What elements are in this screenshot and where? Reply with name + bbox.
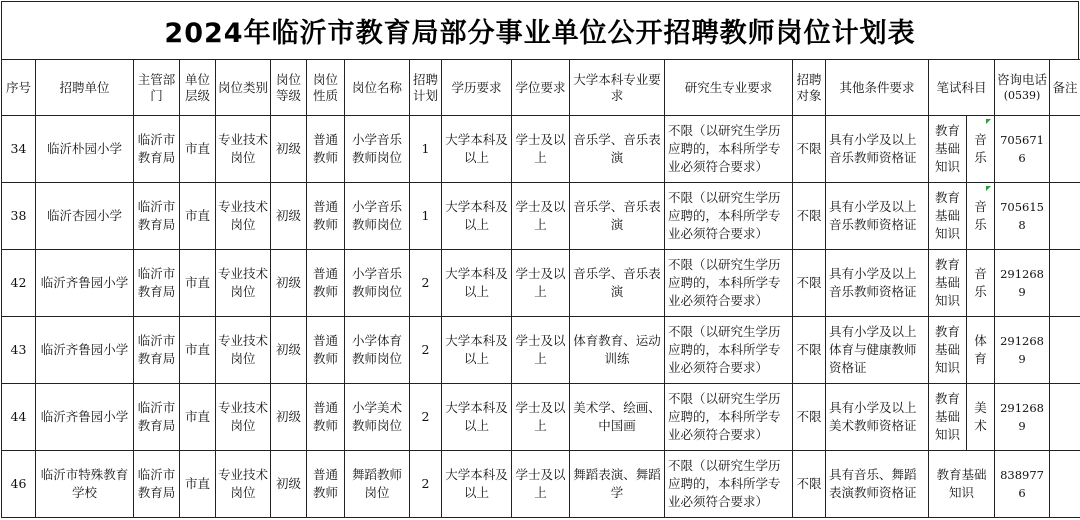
cell-category: 专业技术岗位 <box>216 183 271 250</box>
cell-dept: 临沂市教育局 <box>134 317 180 384</box>
cell-dept: 临沂市教育局 <box>134 384 180 451</box>
cell-dept: 临沂市教育局 <box>134 451 180 518</box>
cell-note <box>1050 250 1080 317</box>
table-row <box>2 317 1080 384</box>
cell-nature: 普通教师 <box>307 317 345 384</box>
cell-exam-base: 教育基础知识 <box>929 317 967 384</box>
cell-no: 34 <box>2 116 36 183</box>
cell-note <box>1050 183 1080 250</box>
cell-edu: 大学本科及以上 <box>442 451 512 518</box>
table-row <box>2 183 1080 250</box>
cell-grade: 初级 <box>271 317 307 384</box>
cell-grad-major: 不限（以研究生学历应聘的，本科所学专业必须符合要求） <box>665 183 793 250</box>
cell-other: 具有小学及以上音乐教师资格证 <box>826 116 929 183</box>
cell-post: 舞蹈教师岗位 <box>345 451 410 518</box>
cell-grade: 初级 <box>271 183 307 250</box>
cell-edu: 大学本科及以上 <box>442 384 512 451</box>
cell-exam-base: 教育基础知识 <box>929 116 967 183</box>
header-degree: 学位要求 <box>512 60 570 116</box>
cell-level: 市直 <box>180 116 216 183</box>
cell-unit: 临沂市特殊教育学校 <box>36 451 134 518</box>
cell-note <box>1050 317 1080 384</box>
table-row <box>2 451 1080 518</box>
cell-exam-base: 教育基础知识 <box>929 451 995 518</box>
cell-category: 专业技术岗位 <box>216 116 271 183</box>
cell-dept: 临沂市教育局 <box>134 183 180 250</box>
cell-no: 42 <box>2 250 36 317</box>
header-tel-label: 咨询电话 <box>997 72 1047 88</box>
cell-major: 美术学、绘画、中国画 <box>570 384 665 451</box>
cell-nature: 普通教师 <box>307 451 345 518</box>
header-unit: 招聘单位 <box>36 60 134 116</box>
header-exam: 笔试科目 <box>929 60 995 116</box>
header-target: 招聘对象 <box>793 60 826 116</box>
header-major: 大学本科专业要求 <box>570 60 665 116</box>
cell-major: 音乐学、音乐表演 <box>570 116 665 183</box>
header-note: 备注 <box>1050 60 1080 116</box>
cell-no: 44 <box>2 384 36 451</box>
cell-level: 市直 <box>180 317 216 384</box>
cell-target: 不限 <box>793 451 826 518</box>
recruitment-plan-sheet <box>1 1 1079 518</box>
cell-other: 具有小学及以上美术教师资格证 <box>826 384 929 451</box>
cell-post: 小学音乐教师岗位 <box>345 183 410 250</box>
cell-category: 专业技术岗位 <box>216 250 271 317</box>
header-grad-major: 研究生专业要求 <box>665 60 793 116</box>
cell-tel: 7056716 <box>995 116 1050 183</box>
cell-category: 专业技术岗位 <box>216 317 271 384</box>
cell-post: 小学音乐教师岗位 <box>345 250 410 317</box>
cell-other: 具有小学及以上音乐教师资格证 <box>826 250 929 317</box>
header-edu: 学历要求 <box>442 60 512 116</box>
cell-degree: 学士及以上 <box>512 384 570 451</box>
cell-exam-subject: 音乐 <box>967 116 995 183</box>
cell-post: 小学体育教师岗位 <box>345 317 410 384</box>
cell-plan: 2 <box>410 451 442 518</box>
cell-degree: 学士及以上 <box>512 183 570 250</box>
cell-comment-marker <box>986 119 991 124</box>
cell-exam-subject: 音乐 <box>967 250 995 317</box>
cell-degree: 学士及以上 <box>512 116 570 183</box>
cell-major: 舞蹈表演、舞蹈学 <box>570 451 665 518</box>
cell-unit: 临沂齐鲁园小学 <box>36 317 134 384</box>
cell-comment-marker <box>986 186 991 191</box>
cell-grade: 初级 <box>271 451 307 518</box>
cell-degree: 学士及以上 <box>512 250 570 317</box>
cell-other: 具有小学及以上体育与健康教师资格证 <box>826 317 929 384</box>
cell-level: 市直 <box>180 250 216 317</box>
cell-tel: 2912689 <box>995 384 1050 451</box>
cell-nature: 普通教师 <box>307 183 345 250</box>
cell-edu: 大学本科及以上 <box>442 183 512 250</box>
cell-unit: 临沂杏园小学 <box>36 183 134 250</box>
cell-nature: 普通教师 <box>307 250 345 317</box>
cell-note <box>1050 451 1080 518</box>
cell-other: 具有音乐、舞蹈表演教师资格证 <box>826 451 929 518</box>
cell-major: 音乐学、音乐表演 <box>570 183 665 250</box>
cell-exam-subject: 美术 <box>967 384 995 451</box>
cell-exam-subject: 音乐 <box>967 183 995 250</box>
header-dept: 主管部门 <box>134 60 180 116</box>
header-grade: 岗位等级 <box>271 60 307 116</box>
header-level: 单位层级 <box>180 60 216 116</box>
header-plan: 招聘计划 <box>410 60 442 116</box>
cell-plan: 2 <box>410 384 442 451</box>
cell-dept: 临沂市教育局 <box>134 116 180 183</box>
cell-edu: 大学本科及以上 <box>442 250 512 317</box>
cell-target: 不限 <box>793 384 826 451</box>
cell-level: 市直 <box>180 183 216 250</box>
cell-exam-subject: 体育 <box>967 317 995 384</box>
cell-target: 不限 <box>793 116 826 183</box>
cell-note <box>1050 116 1080 183</box>
cell-level: 市直 <box>180 451 216 518</box>
cell-dept: 临沂市教育局 <box>134 250 180 317</box>
cell-grade: 初级 <box>271 116 307 183</box>
cell-no: 43 <box>2 317 36 384</box>
cell-nature: 普通教师 <box>307 116 345 183</box>
cell-grad-major: 不限（以研究生学历应聘的，本科所学专业必须符合要求） <box>665 451 793 518</box>
cell-plan: 1 <box>410 116 442 183</box>
cell-grad-major: 不限（以研究生学历应聘的，本科所学专业必须符合要求） <box>665 116 793 183</box>
cell-edu: 大学本科及以上 <box>442 116 512 183</box>
cell-unit: 临沂朴园小学 <box>36 116 134 183</box>
cell-no: 46 <box>2 451 36 518</box>
header-nature: 岗位性质 <box>307 60 345 116</box>
table-body <box>2 116 1080 518</box>
header-no: 序号 <box>2 60 36 116</box>
header-tel-area-code: (0539) <box>997 88 1047 104</box>
cell-target: 不限 <box>793 183 826 250</box>
cell-exam-base: 教育基础知识 <box>929 250 967 317</box>
cell-target: 不限 <box>793 317 826 384</box>
cell-grad-major: 不限（以研究生学历应聘的，本科所学专业必须符合要求） <box>665 317 793 384</box>
cell-target: 不限 <box>793 250 826 317</box>
cell-grad-major: 不限（以研究生学历应聘的，本科所学专业必须符合要求） <box>665 250 793 317</box>
header-row <box>2 60 1080 116</box>
cell-exam-base: 教育基础知识 <box>929 384 967 451</box>
cell-category: 专业技术岗位 <box>216 451 271 518</box>
cell-nature: 普通教师 <box>307 384 345 451</box>
cell-edu: 大学本科及以上 <box>442 317 512 384</box>
cell-unit: 临沂齐鲁园小学 <box>36 250 134 317</box>
cell-tel: 2912689 <box>995 317 1050 384</box>
cell-note <box>1050 384 1080 451</box>
table-row <box>2 250 1080 317</box>
table-row <box>2 116 1080 183</box>
cell-tel: 7056158 <box>995 183 1050 250</box>
cell-exam-base: 教育基础知识 <box>929 183 967 250</box>
cell-level: 市直 <box>180 384 216 451</box>
cell-major: 体育教育、运动训练 <box>570 317 665 384</box>
table-row <box>2 384 1080 451</box>
cell-grad-major: 不限（以研究生学历应聘的，本科所学专业必须符合要求） <box>665 384 793 451</box>
cell-major: 音乐学、音乐表演 <box>570 250 665 317</box>
page-title: 2024年临沂市教育局部分事业单位公开招聘教师岗位计划表 <box>164 11 915 50</box>
cell-degree: 学士及以上 <box>512 451 570 518</box>
cell-plan: 1 <box>410 183 442 250</box>
cell-plan: 2 <box>410 317 442 384</box>
cell-unit: 临沂齐鲁园小学 <box>36 384 134 451</box>
header-tel <box>995 60 1050 116</box>
cell-post: 小学美术教师岗位 <box>345 384 410 451</box>
cell-other: 具有小学及以上音乐教师资格证 <box>826 183 929 250</box>
cell-post: 小学音乐教师岗位 <box>345 116 410 183</box>
cell-grade: 初级 <box>271 384 307 451</box>
recruitment-table <box>1 59 1080 518</box>
header-post: 岗位名称 <box>345 60 410 116</box>
cell-tel: 8389776 <box>995 451 1050 518</box>
cell-grade: 初级 <box>271 250 307 317</box>
header-other: 其他条件要求 <box>826 60 929 116</box>
cell-category: 专业技术岗位 <box>216 384 271 451</box>
header-category: 岗位类别 <box>216 60 271 116</box>
title-bar <box>1 1 1079 59</box>
cell-no: 38 <box>2 183 36 250</box>
cell-degree: 学士及以上 <box>512 317 570 384</box>
cell-plan: 2 <box>410 250 442 317</box>
cell-tel: 2912689 <box>995 250 1050 317</box>
